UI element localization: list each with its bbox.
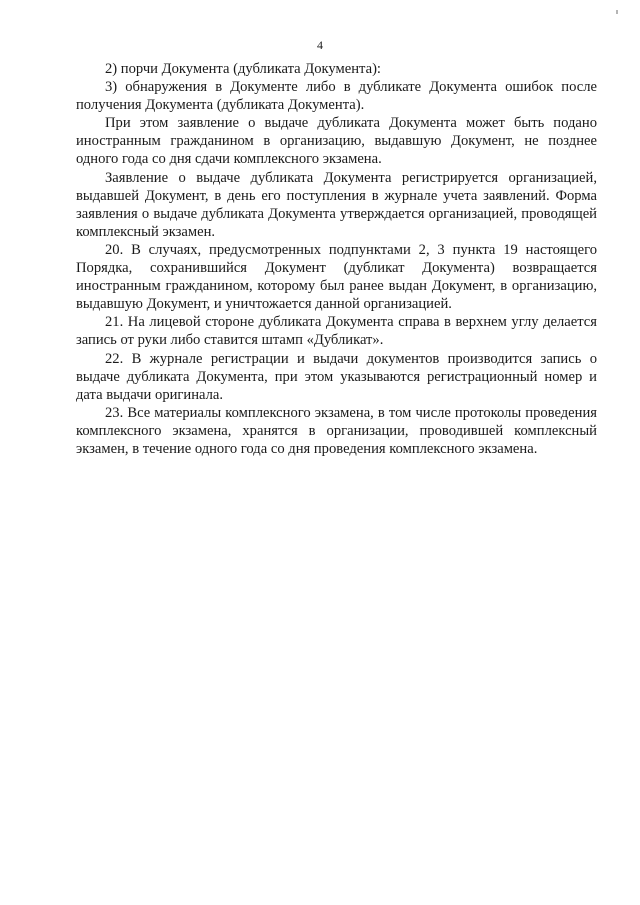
paragraph-deadline: При этом заявление о выдаче дубликата Документа может быть подано иностранным гражданином в организацию, выдавшую Документ, не позднее одного года со дня сдачи комплексного экзамена.	[76, 115, 597, 168]
page-number: 4	[317, 38, 323, 52]
document-body	[76, 60, 597, 458]
paragraph-21: 21. На лицевой стороне дубликата Документа справа в верхнем углу делается запись от руки либо ставится штамп «Дубликат».	[76, 314, 597, 349]
paragraph-registration: Заявление о выдаче дубликата Документа регистрируется организацией, выдавшей Документ, в день его поступления в журнале учета заявлений. Форма заявления о выдаче дубликата Документа утверждается организацией, проводящей комплексный экзамен.	[76, 169, 597, 240]
scan-mark	[616, 10, 618, 14]
paragraph-23: 23. Все материалы комплексного экзамена, в том числе протоколы проведения комплексного экзамена, хранятся в организации, проводившей комплексный экзамен, в течение одного года со дня проведения комплексного экзамена.	[76, 404, 597, 457]
paragraph-item-2: 2) порчи Документа (дубликата Документа):	[105, 61, 381, 77]
paragraph-item-3: 3) обнаружения в Документе либо в дубликате Документа ошибок после получения Документа (дубликата Документа).	[76, 79, 597, 114]
paragraph-22: 22. В журнале регистрации и выдачи документов производится запись о выдаче дубликата Документа, при этом указываются регистрационный номер и дата выдачи оригинала.	[76, 350, 597, 403]
paragraph-20: 20. В случаях, предусмотренных подпунктами 2, 3 пункта 19 настоящего Порядка, сохранившийся Документ (дубликат Документа) возвращается иностранным гражданином, которому был ранее выдан Документ, в организацию, выдавшую Документ, и уничтожается данной организацией.	[76, 241, 597, 313]
